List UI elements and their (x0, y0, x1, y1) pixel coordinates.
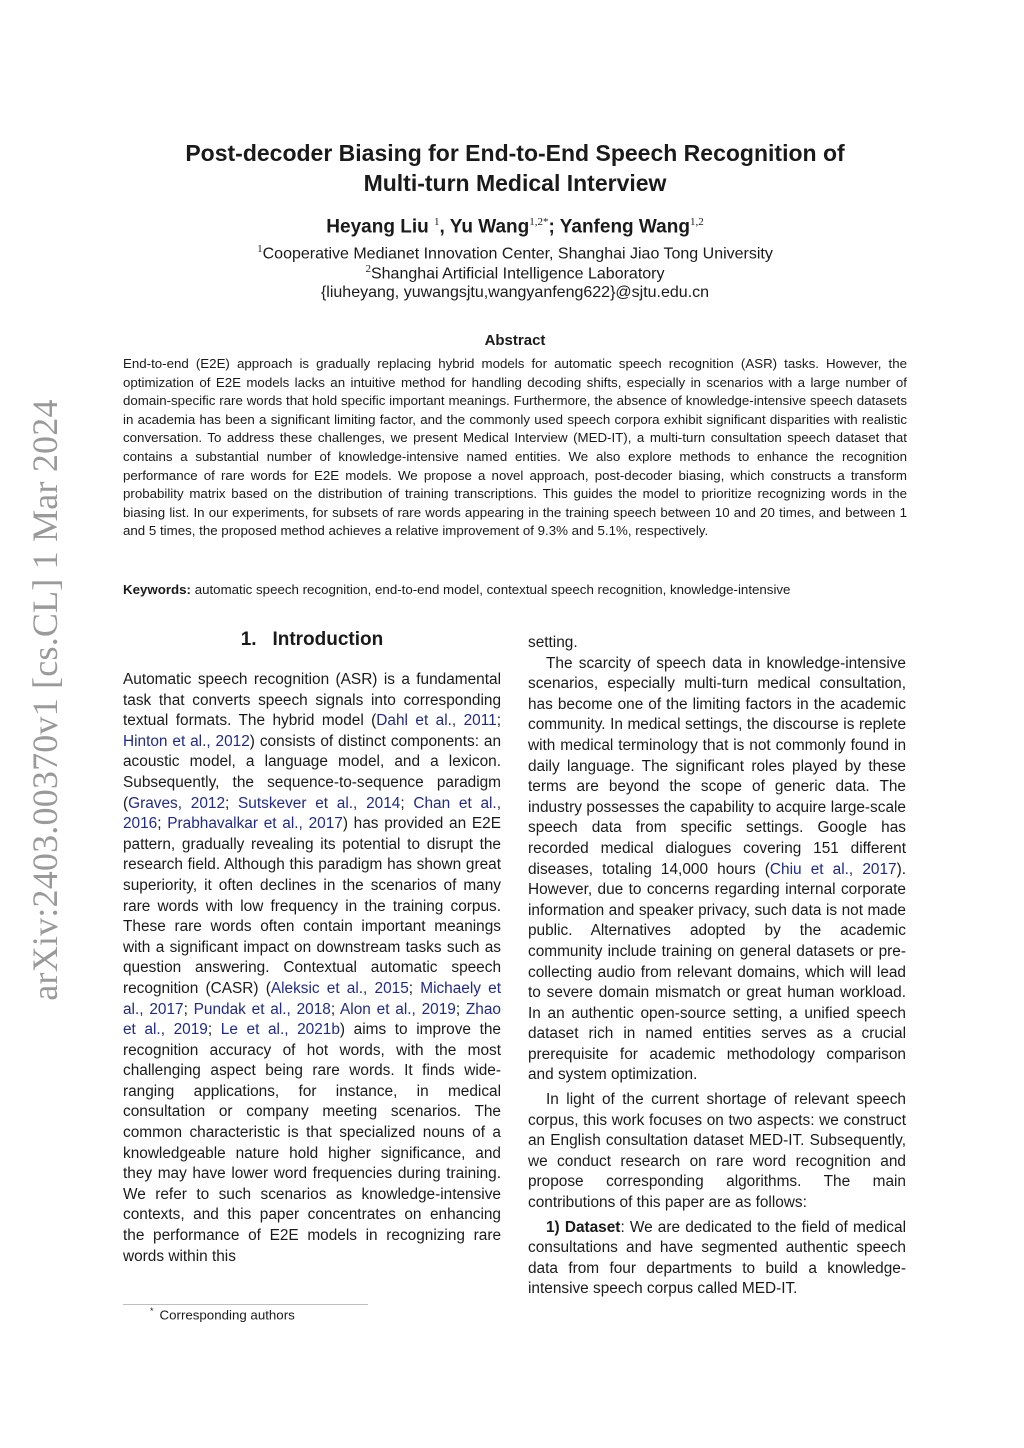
citation-link[interactable]: Zhao et al., 2019 (123, 1000, 501, 1039)
affiliation-text: Shanghai Artificial Intelligence Laboratory (370, 265, 665, 283)
paragraph-text: ; (408, 979, 421, 997)
arxiv-identifier-stamp: arXiv:2403.00370v1 [cs.CL] 1 Mar 2024 (25, 399, 65, 1001)
paragraph-text: ) aims to improve the recognition accuracy of hot words, with the most challenging aspect being rare words. It finds wide-ranging applications, for instance, in medical consultation or company meeting scenarios. The common characteristic is that specialized nouns of a knowledgeable nature hold higher significance, and they may have lower word frequencies during training. We refer to such scenarios as knowledge-intensive contexts, and this paper concentrates on enhancing the performance of E2E models in recognizing rare words within this (123, 1021, 501, 1265)
section-title: Introduction (272, 629, 384, 650)
citation-link[interactable]: Alon et al., 2019 (340, 1000, 456, 1018)
author-name: Heyang Liu (326, 216, 429, 238)
footnote-divider (123, 1304, 368, 1305)
affiliation-1 (120, 243, 910, 263)
citation-link[interactable]: Michaely et al., 2017 (123, 979, 502, 1018)
keywords (123, 581, 907, 600)
paragraph-text: ) consists of distinct components: an acoustic model, a language model, and a lexicon. Subsequently, the sequence-to-sequence paradigm ( (123, 732, 501, 812)
citation-link[interactable]: Chan et al., 2016 (123, 794, 501, 833)
citation-link[interactable]: Pundak et al., 2018 (193, 1000, 331, 1018)
footnote (150, 1306, 295, 1322)
citation-link[interactable]: Sutskever et al., 2014 (238, 794, 401, 812)
paragraph-text: ) has provided an E2E pattern, gradually revealing its potential to disrupt the research field. Although this paradigm has shown great superiority, it often declines in the scenarios of many rare words with low frequency in the training corpus. These rare words often contain important meanings with a significant impact on downstream tasks such as question answering. Contextual automatic speech recognition (CASR) ( (123, 815, 501, 997)
affiliation-mark: 2 (365, 263, 371, 275)
title-line-2: Multi-turn Medical Interview (363, 170, 667, 196)
affiliation-2 (120, 263, 910, 283)
affiliation-mark: 1 (257, 243, 263, 255)
paper-title (120, 138, 910, 198)
intro-paragraph-continuation: setting. (528, 634, 578, 651)
affiliation-text: Cooperative Medianet Innovation Center, Shanghai Jiao Tong University (262, 245, 773, 263)
section-number: 1. (240, 629, 257, 650)
citation-link[interactable]: Aleksic et al., 2015 (270, 979, 409, 997)
citation-link[interactable]: Hinton et al., 2012 (123, 732, 250, 750)
paragraph-text: ; (496, 712, 501, 730)
citation-link[interactable]: Dahl et al., 2011 (376, 712, 497, 730)
citation-link[interactable]: Le et al., 2021b (220, 1021, 340, 1039)
paragraph-text: ; (455, 1000, 466, 1018)
contribution-label: 1) Dataset (546, 1218, 621, 1236)
intro-paragraph-1 (123, 670, 501, 1267)
footnote-mark: * (150, 1306, 154, 1316)
citation-link[interactable]: Prabhavalkar et al., 2017 (167, 815, 343, 833)
keywords-label: Keywords: (123, 582, 191, 597)
citation-link[interactable]: Graves, 2012 (128, 794, 226, 812)
author-affiliation-mark: 1,2 (529, 216, 543, 228)
footnote-text: Corresponding authors (159, 1307, 295, 1323)
keywords-text: automatic speech recognition, end-to-end model, contextual speech recognition, knowledge-intensive (194, 582, 791, 597)
paragraph-text: ; (157, 815, 168, 833)
right-column (528, 633, 906, 1300)
title-line-1: Post-decoder Biasing for End-to-End Speech Recognition of (185, 140, 845, 166)
section-heading-introduction (123, 629, 501, 651)
author-affiliation-mark: 1,2 (689, 216, 704, 228)
abstract-text: End-to-end (E2E) approach is gradually replacing hybrid models for automatic speech recognition (ASR) tasks. However, the optimization of E2E models lacks an intuitive method for handling decoding shifts, especially in scenarios with a large number of domain-specific rare words that hold specific important meanings. Furthermore, the absence of knowledge-intensive speech datasets in academia has been a significant limiting factor, and the commonly used speech corpora exhibit significant disparities with realistic conversation. To address these challenges, we present Medical Interview (MED-IT), a multi-turn consultation speech dataset that contains a substantial number of knowledge-intensive named entities. We also explore methods to enhance the recognition performance of rare words for E2E models. We propose a novel approach, post-decoder biasing, which constructs a transform probability matrix based on the distribution of training transcriptions. This guides the model to prioritize recognizing words in the biasing list. In our experiments, for subsets of rare words appearing in the training speech between 10 and 20 times, and between 1 and 5 times, the proposed method achieves a relative improvement of 9.3% and 5.1%, respectively. (123, 356, 907, 539)
author-affiliation-mark: 1 (433, 216, 440, 228)
citation-link[interactable]: Chiu et al., 2017 (769, 860, 897, 878)
contribution-text: : We are dedicated to the field of medical consultations and have segmented authentic speech data from four departments to build a knowledge-intensive speech corpus called MED-IT. (528, 1218, 906, 1298)
paragraph-text: ; (225, 794, 239, 812)
left-column (123, 670, 501, 1267)
paragraph-text: The scarcity of speech data in knowledge-intensive scenarios, especially multi-turn medical consultation, has become one of the limiting factors in the academic community. In medical settings, the discourse is replete with medical terminology that is not commonly found in daily language. The significant roles played by these terms are beyond the scope of generic data. The industry possesses the capability to acquire large-scale speech data from specific settings. Google has recorded medical dialogues covering 151 different diseases, totaling 14,000 hours ( (528, 654, 906, 878)
author-list: Heyang Liu $^1$, Yu Wang$^{1,2*}$; Yanfeng Wang$^{1,2}$ (326, 216, 704, 238)
intro-paragraph-2 (528, 654, 906, 1086)
intro-paragraph-3: In light of the current shortage of relevant speech corpus, this work focuses on two aspects: we construct an English consultation dataset MED-IT. Subsequently, we conduct research on rare word recognition and propose corresponding algorithms. The main contributions of this paper are as follows: (528, 1091, 906, 1212)
paragraph-text: ; (183, 1000, 194, 1018)
paragraph-text: ; (400, 794, 414, 812)
author-name: Yu Wang (449, 216, 530, 238)
paragraph-text: Automatic speech recognition (ASR) is a fundamental task that converts speech signals into corresponding textual formats. The hybrid model ( (123, 671, 501, 730)
contribution-dataset (528, 1218, 906, 1300)
abstract-heading: Abstract (484, 332, 546, 349)
author-emails: {liuheyang, yuwangsjtu,wangyanfeng622}@sjtu.edu.cn (320, 284, 710, 301)
paragraph-text: ; (330, 1000, 341, 1018)
corresponding-author-mark: * (542, 216, 549, 228)
paragraph-text: ). However, due to concerns regarding internal corporate information and speaker privacy, such data is not made public. Alternatives adopted by the academic community include training on general datasets or pre-collecting audio from relevant domains, which will lead to severe domain mismatch or great human workload. In an authentic open-source setting, a unified speech dataset rich in named entities serves as a crucial prerequisite for academic methodology comparison and system optimization. (528, 860, 906, 1084)
author-name: Yanfeng Wang (559, 216, 690, 238)
paragraph-text: ; (207, 1021, 221, 1039)
